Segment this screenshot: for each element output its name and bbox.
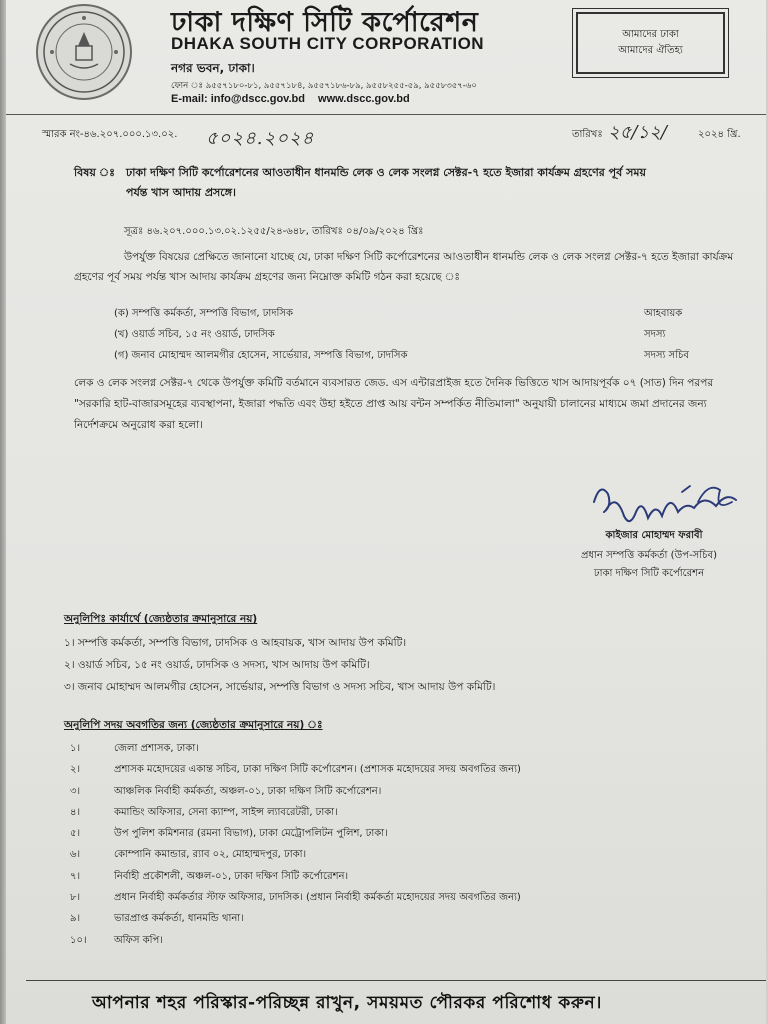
list-item-text: নির্বাহী প্রকৌশলী, অঞ্চল-০১, ঢাকা দক্ষিণ সিটি কর্পোরেশন।: [114, 870, 349, 882]
list-item-number: ৫।: [70, 828, 81, 840]
copy-action-list: [64, 632, 744, 698]
list-item: [70, 781, 750, 802]
list-item-number: ৪।: [70, 806, 81, 818]
reference-line: সূত্রঃ ৪৬.২০৭.০০০.১৩.০২.১২৫৫/২৪-৬৪৮, তারিখঃ ০৪/০৯/২০২৪ খ্রিঃ: [124, 226, 424, 237]
org-website: www.dscc.gov.bd: [318, 93, 410, 105]
org-address: নগর ভবন, ঢাকা।: [171, 61, 255, 75]
list-item-text: উপ পুলিশ কমিশনার (রমনা বিভাগ), ঢাকা মেট্রোপলিটন পুলিশ, ঢাকা।: [114, 828, 388, 840]
list-item-number: ২।: [70, 764, 81, 776]
org-email: E-mail: info@dscc.gov.bd: [171, 93, 305, 105]
subject-line-2: পর্যন্ত খাস আদায় প্রসঙ্গে।: [126, 186, 236, 199]
list-item-text: অফিস কপি।: [114, 934, 163, 946]
committee-member-name: (গ) জনাব মোহাম্মদ আলমগীর হোসেন, সার্ভেয়ার, সম্পত্তি বিভাগ, ঢাদসিক: [114, 350, 408, 361]
committee-member-name: (ক) সম্পত্তি কর্মকর্তা, সম্পত্তি বিভাগ, ঢাদসিক: [114, 308, 294, 319]
signatory-org: ঢাকা দক্ষিণ সিটি কর্পোরেশন: [593, 568, 705, 579]
list-item-text: কমান্ডিং অফিসার, সেনা ক্যাম্প, সাইন্স ল্যাবরেটরী, ঢাকা।: [114, 806, 338, 818]
list-item-text: ভারপ্রাপ্ত কর্মকর্তা, ধানমন্ডি থানা।: [114, 913, 244, 925]
list-item-number: ৭।: [70, 870, 81, 882]
list-item-number: ৯।: [70, 913, 81, 925]
list-item: [70, 844, 750, 865]
list-item: [70, 930, 750, 951]
slogan-line-2: আমাদের ঐতিহ্য: [618, 45, 683, 56]
committee-member: [114, 348, 714, 369]
list-item: [70, 759, 750, 780]
org-phone: ফোন ঃ ৯৫৫৭১৮০-৮১, ৯৫৫৭১৮৪, ৯৫৫৭১৮৬-৮৯, ৯৫৫৮২৫৫-৫৯, ৯৫৫৮৩৫৭-৬০: [171, 81, 477, 91]
list-item-number: ১।: [70, 743, 81, 754]
committee-member-name: (খ) ওয়ার্ড সচিব, ১৫ নং ওয়ার্ড, ঢাদসিক: [114, 329, 275, 340]
memo-number-handwritten: ৫০২৪.২০২৪: [206, 128, 315, 149]
body-paragraph-1: উপর্যুক্ত বিষয়ের প্রেক্ষিতে জানানো যাচ্ছে যে, ঢাকা দক্ষিণ সিটি কর্পোরেশনের আওতাধীন ধানমন্ডি লেক ও লেক সংলগ্ন সেক্টর-৭ হতে ইজারা কার্যক্রম গ্রহণের পূর্ব সময় পর্যন্ত খাস আদায় কার্যক্রম গ্রহণের জন্য নিম্নোক্ত কমিটি গঠন করা হয়েছে ঃ: [74, 251, 734, 283]
subject-line-1: ঢাকা দক্ষিণ সিটি কর্পোরেশনের আওতাধীন ধানমন্ডি লেক ও লেক সংলগ্ন সেক্টর-৭ হতে ইজারা কার্যক্রম গ্রহণের পূর্ব সময়: [126, 166, 646, 179]
footer-divider: [26, 980, 766, 981]
list-item-number: ৬।: [70, 849, 81, 861]
slogan-box: [576, 12, 725, 74]
subject-label: বিষয় ঃ: [74, 166, 116, 179]
list-item-text: প্রশাসক মহোদয়ের একান্ত সচিব, ঢাকা দক্ষিণ সিটি কর্পোরেশন। (প্রশাসক মহোদয়ের সদয় অবগতির জন্য): [114, 764, 521, 776]
list-item-text: প্রধান নির্বাহী কর্মকর্তার স্টাফ অফিসার, ঢাদসিক। (প্রধান নির্বাহী কর্মকর্তা মহোদয়ের সদয় অবগতির জন্য): [114, 892, 521, 904]
copy-action-heading: অনুলিপিঃ কার্যার্থে (জ্যেষ্ঠতার ক্রমানুসারে নয়): [64, 613, 258, 625]
committee-list: [114, 306, 714, 369]
list-item-number: ৮।: [70, 892, 81, 904]
list-item: [70, 738, 750, 759]
list-item: ১। সম্পত্তি কর্মকর্তা, সম্পত্তি বিভাগ, ঢাদসিক ও আহবায়ক, খাস আদায় উপ কমিটি।: [64, 637, 407, 649]
committee-member: [114, 306, 714, 327]
committee-member-role: সদস্য সচিব: [644, 350, 689, 361]
date-year: ২০২৪ খ্রি.: [698, 129, 741, 140]
letter-page: [6, 0, 766, 1024]
list-item: [70, 823, 750, 844]
list-item: ৩। জনাব মোহাম্মদ আলমগীর হোসেন, সার্ভেয়ার, সম্পত্তি বিভাগ ও সদস্য সচিব, খাস আদায় উপ কমিটি।: [64, 681, 496, 693]
date-label: তারিখঃ: [572, 129, 603, 140]
org-contact: [171, 93, 420, 105]
memo-number-label: স্মারক নং-৪৬.২০৭.০০০.১৩.০২.: [42, 129, 178, 140]
committee-member: [114, 327, 714, 348]
list-item: [70, 866, 750, 887]
signatory-name: কাইজার মোহাম্মদ ফরাবী: [605, 530, 703, 541]
committee-member-role: সদস্য: [644, 329, 666, 340]
footer-slogan: আপনার শহর পরিস্কার-পরিচ্ছন্ন রাখুন, সময়মত পৌরকর পরিশোধ করুন।: [92, 993, 602, 1013]
list-item-text: আঞ্চলিক নির্বাহী কর্মকর্তা, অঞ্চল-০১, ঢাকা দক্ষিণ সিটি কর্পোরেশন।: [114, 785, 382, 797]
list-item: [70, 908, 750, 929]
copy-info-heading: অনুলিপি সদয় অবগতির জন্য (জ্যেষ্ঠতার ক্রমানুসারে নয়) ঃ: [64, 719, 323, 731]
list-item-number: ৩।: [70, 785, 81, 797]
date-handwritten: ২৫/১২/: [608, 122, 667, 143]
signatory-title: প্রধান সম্পত্তি কর্মকর্তা (উপ-সচিব): [580, 550, 718, 561]
header-divider: [6, 114, 766, 115]
copy-info-list: [70, 738, 750, 951]
list-item-number: ১০।: [70, 934, 87, 946]
list-item-text: কোম্পানি কমান্ডার, র‍্যাব ০২, মোহাম্মদপুর, ঢাকা।: [114, 849, 307, 861]
list-item-text: জেলা প্রশাসক, ঢাকা।: [114, 743, 199, 754]
org-title-bangla: ঢাকা দক্ষিণ সিটি কর্পোরেশন: [171, 7, 479, 38]
slogan-line-1: আমাদের ঢাকা: [622, 29, 679, 40]
list-item: ২। ওয়ার্ড সচিব, ১৫ নং ওয়ার্ড, ঢাদসিক ও সদস্য, খাস আদায় উপ কমিটি।: [64, 659, 370, 671]
body-paragraph-2: লেক ও লেক সংলগ্ন সেক্টর-৭ থেকে উপর্যুক্ত কমিটি বর্তমানে ব্যবসারত জেড. এস এন্টারপ্রাইজ হতে দৈনিক ভিত্তিতে খাস আদায়পূর্বক ০৭ (সাত) দিন পরপর "সরকারি হাট-বাজারসমূহের ব্যবস্থাপনা, ইজারা পদ্ধতি এবং উহা হইতে প্রাপ্ত আয় বন্টন সম্পর্কিত নীতিমালা" অনুযায়ী চালানের মাধ্যমে জমা প্রদানের জন্য নির্দেশক্রমে অনুরোধ করা হলো।: [74, 377, 714, 431]
list-item: [70, 887, 750, 908]
subject-block: [74, 163, 734, 203]
org-title-english: DHAKA SOUTH CITY CORPORATION: [171, 34, 485, 53]
committee-member-role: আহবায়ক: [644, 308, 683, 319]
dscc-logo: [36, 4, 132, 100]
list-item: [70, 802, 750, 823]
